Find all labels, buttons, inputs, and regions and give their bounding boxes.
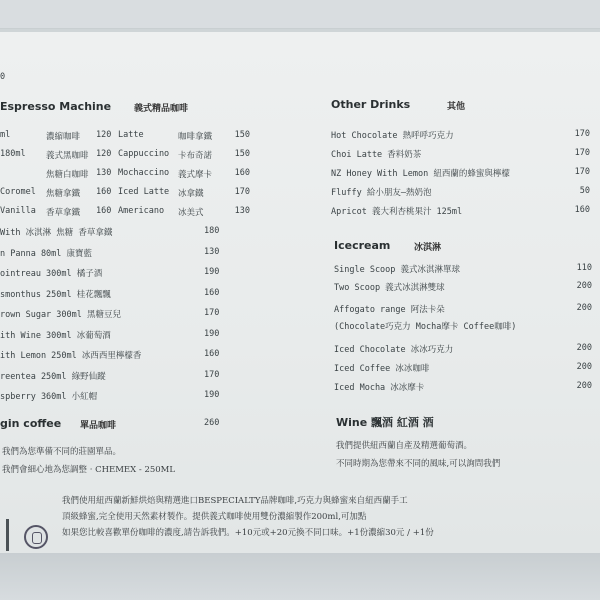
menu-item-name: reentea 250ml 綠野仙蹤 — [0, 371, 106, 382]
menu-item-name: rown Sugar 300ml 黑糖豆兒 — [0, 310, 121, 320]
menu-item-price: 200 — [576, 303, 592, 313]
menu-item-price: 160 — [204, 349, 220, 359]
menu-item-name: Apricot 義大利杏桃果汁 125ml — [331, 207, 463, 217]
menu-item-price: 120 — [96, 149, 112, 159]
wine-note-1: 我們提供紐西蘭自產及精選葡萄酒。 — [336, 441, 473, 451]
menu-item-price: 170 — [204, 369, 220, 380]
menu-item-price: 130 — [204, 246, 220, 257]
menu-item-price: 160 — [234, 168, 250, 178]
menu-item-name: (Chocolate巧克力 Mocha摩卡 Coffee咖啡) — [334, 322, 517, 332]
menu-item-name: Americano — [118, 206, 165, 216]
brand-logo-icon — [24, 525, 48, 549]
menu-item-name: Two Scoop 義式冰淇淋雙球 — [334, 283, 445, 293]
menu-item-name: Mochaccino — [118, 168, 170, 178]
menu-item-name: n Panna 80ml 康寶藍 — [0, 248, 93, 259]
menu-item-name-zh: 焦糖白咖啡 — [46, 170, 89, 180]
menu-item-name: Hot Chocolate 熱呼呼巧克力 — [331, 131, 454, 141]
origin-price: 260 — [204, 418, 220, 428]
menu-item-name-zh: 香草拿鐵 — [46, 208, 81, 218]
menu-item-price: 200 — [576, 362, 592, 372]
menu-item-name: smonthus 250ml 桂花飄飄 — [0, 289, 111, 300]
footer-line-3: 如果您比較喜歡單份咖啡的濃度,請告訴我們。+10元或+20元換不同口味。+1份濃縮30元 / +1份 — [62, 528, 434, 538]
menu-item-name: ointreau 300ml 橘子酒 — [0, 269, 103, 279]
menu-item-size: Coromel — [0, 187, 36, 197]
menu-item-price: 170 — [574, 167, 590, 177]
menu-item-name-zh: 焦糖拿鐵 — [46, 189, 81, 199]
menu-item-name-zh: 義式黑咖啡 — [46, 151, 89, 161]
menu-item-name: ith Wine 300ml 冰葡萄酒 — [0, 330, 111, 341]
menu-item-name: With 冰淇淋 焦糖 香草拿鐵 — [0, 228, 113, 238]
menu-item-name: NZ Honey With Lemon 紐西蘭的蜂蜜與檸檬 — [331, 169, 510, 179]
other-title: Other Drinks — [331, 98, 411, 111]
icecream-title-zh: 冰淇淋 — [414, 243, 442, 253]
menu-item-price: 170 — [234, 187, 250, 197]
menu-item-name: Choi Latte 香料奶茶 — [331, 150, 422, 160]
menu-item-name: Single Scoop 義式冰淇淋單球 — [334, 265, 461, 275]
menu-item-price: 190 — [204, 267, 220, 277]
origin-title: gin coffee — [0, 417, 62, 430]
icecream-title: Icecream — [334, 239, 391, 252]
menu-item-price: 200 — [576, 343, 592, 353]
top-rule — [0, 29, 600, 32]
menu-item-price: 120 — [96, 130, 112, 140]
menu-item-name: Affogato range 阿法卡朵 — [334, 305, 445, 315]
menu-item-price: 130 — [234, 206, 250, 216]
menu-item-price: 160 — [204, 287, 220, 298]
menu-item-name: Iced Mocha 冰冰摩卡 — [334, 383, 425, 393]
menu-item-name-zh: 冰美式 — [178, 208, 204, 218]
menu-item-name: Cappuccino — [118, 149, 170, 159]
menu-item-price: 190 — [204, 390, 220, 400]
menu-item-size: Vanilla — [0, 206, 36, 216]
menu-item-name: Iced Coffee 冰冰咖啡 — [334, 364, 430, 374]
wine-title: Wine 飄酒 紅酒 酒 — [336, 416, 434, 429]
menu-item-name: spberry 360ml 小紅帽 — [0, 392, 98, 402]
menu-item-size: 180ml — [0, 149, 26, 159]
menu-item-name: Iced Latte — [118, 187, 170, 197]
menu-item-name-zh: 義式摩卡 — [178, 170, 213, 180]
footer-line-1: 我們使用紐西蘭新鮮烘焙與精選進口BESPECIALTY品牌咖啡,巧克力與蜂蜜來自紐西蘭手工 — [62, 496, 408, 506]
menu-item-name: ith Lemon 250ml 冰西西里檸檬香 — [0, 351, 142, 361]
footer-bracket — [0, 519, 9, 551]
menu-item-price: 200 — [576, 381, 592, 391]
menu-item-price: 150 — [234, 149, 250, 159]
menu-item-price: 200 — [576, 281, 592, 291]
menu-item-name: Latte — [118, 130, 144, 140]
menu-item-price: 130 — [96, 168, 112, 178]
menu-item-name-zh: 卡布奇諾 — [178, 151, 213, 161]
menu-item-price: 170 — [574, 129, 590, 139]
espresso-title-zh: 義式精品咖啡 — [134, 104, 189, 114]
menu-item-name: Fluffy 給小朋友—熱奶泡 — [331, 188, 432, 198]
corner-label: 0 — [0, 72, 6, 82]
wine-note-2: 不同時期為您帶來不同的風味,可以詢問我們 — [336, 459, 501, 469]
other-title-zh: 其他 — [447, 102, 466, 112]
menu-item-price: 180 — [204, 226, 220, 236]
menu-item-name-zh: 咖啡拿鐵 — [178, 132, 213, 142]
espresso-title: Espresso Machine — [0, 100, 112, 113]
menu-item-price: 160 — [574, 205, 590, 215]
bottom-strip — [0, 553, 600, 600]
menu-item-name: Iced Chocolate 冰冰巧克力 — [334, 345, 454, 355]
menu-item-price: 170 — [204, 308, 220, 318]
menu-item-name-zh: 冰拿鐵 — [178, 189, 204, 199]
menu-item-price: 150 — [234, 130, 250, 140]
menu-item-name-zh: 濃縮咖啡 — [46, 132, 81, 142]
origin-note-2: 我們會細心地為您調整 · CHEMEX - 250ML — [2, 465, 176, 475]
footer-line-2: 頂級蜂蜜,完全使用天然素材製作。提供義式咖啡使用雙份濃縮製作200ml,可加點 — [62, 512, 367, 522]
menu-item-price: 170 — [574, 148, 590, 158]
menu-item-price: 190 — [204, 328, 220, 339]
menu-sheet — [0, 28, 600, 554]
menu-item-price: 110 — [576, 263, 592, 273]
menu-item-price: 160 — [96, 206, 112, 216]
origin-note-1: 我們為您準備不同的莊園單品。 — [2, 447, 122, 457]
menu-item-price: 50 — [579, 186, 590, 196]
menu-item-price: 160 — [96, 187, 112, 197]
menu-item-size: ml — [0, 130, 11, 140]
origin-title-zh: 單品咖啡 — [80, 421, 117, 431]
